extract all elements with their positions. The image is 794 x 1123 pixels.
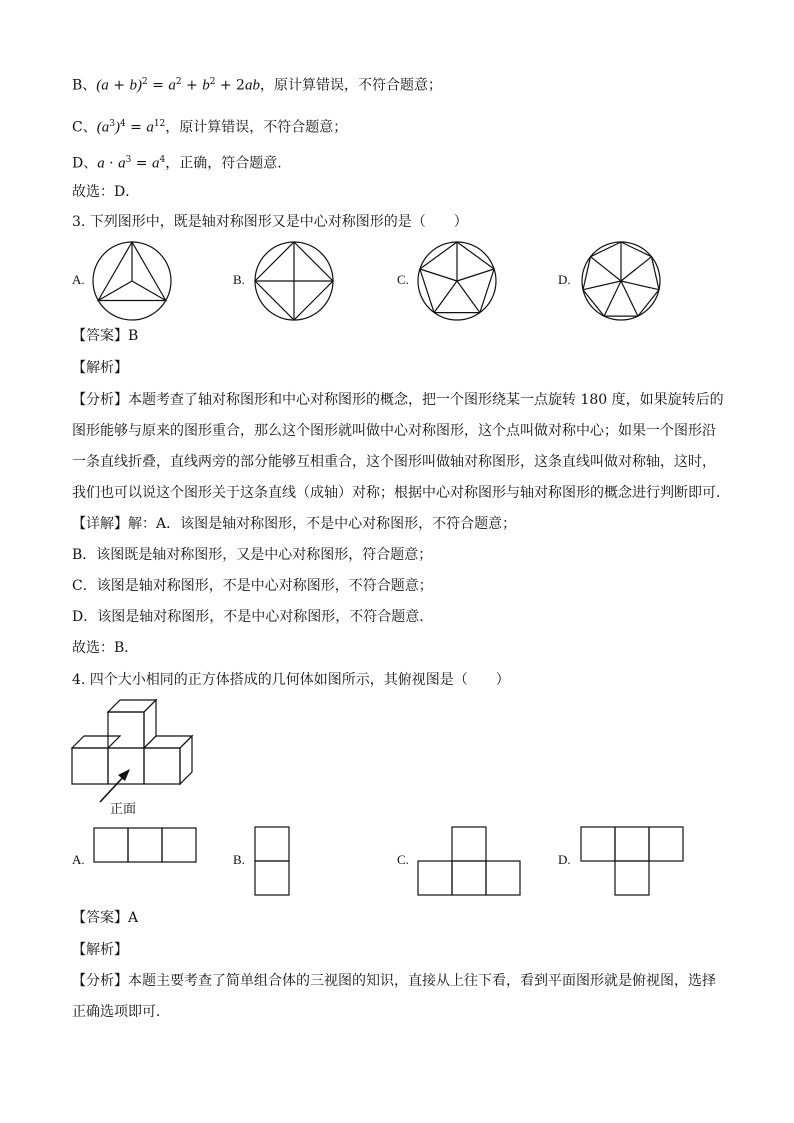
q2-d-comment: ，正确，符合题意．: [165, 155, 292, 172]
q4-answer: 【答案】A: [72, 910, 139, 926]
q4-option-c-label: C.: [397, 852, 409, 867]
q4-option-b-label: B.: [233, 852, 245, 867]
q4-analysis-title: 【解析】: [72, 942, 128, 958]
q4-front-label: 正面: [110, 802, 137, 817]
q4-option-a-label: A.: [72, 852, 85, 867]
q2-line-c: C、$(a^3)^4 = a^{12}$，原计算错误，不符合题意；: [72, 119, 348, 136]
q3-figure-c: [416, 240, 498, 322]
q2-c-comment: ，原计算错误，不符合题意；: [165, 119, 348, 136]
q3-option-c-label: C.: [397, 272, 409, 287]
q2-line-b: B、$(a + b)^2 = a^2 + b^2 + 2ab$，原计算错误，不符合题意；: [72, 77, 442, 94]
q4-analysis-line: 【分析】本题主要考查了简单组合体的三视图的知识，直接从上往下看，看到平面图形就是俯视图，选择: [72, 973, 716, 989]
q3-detail-line: D．该图是轴对称图形，不是中心对称图形，不符合题意．: [72, 609, 434, 625]
q3-choice: 故选：B．: [72, 640, 139, 656]
q2-choice: 故选：D．: [72, 184, 140, 200]
q4-stem: 4. 四个大小相同的正方体搭成的几何体如图所示，其俯视图是（ ）: [72, 672, 510, 688]
q3-figure-a: [91, 240, 173, 322]
q3-analysis-line: 我们也可以说这个图形关于这条直线（成轴）对称；根据中心对称图形与轴对称图形的概念进行判断即可．: [72, 485, 730, 501]
q3-option-a-label: A.: [72, 272, 85, 287]
q2-b-comment: ，原计算错误，不符合题意；: [259, 77, 442, 94]
q3-option-d-label: D.: [558, 272, 571, 287]
q3-analysis-line: 一条直线折叠，直线两旁的部分能够互相重合，这个图形叫做轴对称图形，这条直线叫做对称轴，这时，: [72, 454, 716, 470]
q3-stem: 3. 下列图形中，既是轴对称图形又是中心对称图形的是（ ）: [72, 214, 468, 230]
q4-option-a-figure: [93, 827, 199, 863]
q3-analysis-line: 【分析】本题考查了轴对称图形和中心对称图形的概念，把一个图形绕某一点旋转 180 度，如果旋转后的: [72, 392, 724, 408]
q3-analysis-line: 图形能够与原来的图形重合，那么这个图形就叫做中心对称图形，这个点叫做对称中心；如果一个图形沿: [72, 423, 716, 439]
q3-detail-line: 【详解】解：A．该图是轴对称图形，不是中心对称图形，不符合题意；: [72, 516, 517, 532]
q4-option-d-label: D.: [558, 852, 571, 867]
q3-figure-d: [580, 240, 662, 322]
q4-analysis-line: 正确选项即可．: [72, 1004, 170, 1020]
q2-line-d: D、$a \cdot a^3 = a^4$，正确，符合题意．: [72, 155, 292, 172]
q3-option-b-label: B.: [233, 272, 245, 287]
q4-option-d-figure: [580, 826, 688, 898]
q3-detail-line: C．该图是轴对称图形，不是中心对称图形，不符合题意；: [72, 578, 433, 594]
q4-option-c-figure: [417, 826, 525, 898]
q3-detail-line: B．该图既是轴对称图形，又是中心对称图形，符合题意；: [72, 547, 433, 563]
q3-analysis-title: 【解析】: [72, 360, 128, 376]
q3-answer: 【答案】B: [72, 328, 139, 344]
q3-figure-b: [253, 240, 335, 322]
q4-option-b-figure: [254, 826, 292, 898]
